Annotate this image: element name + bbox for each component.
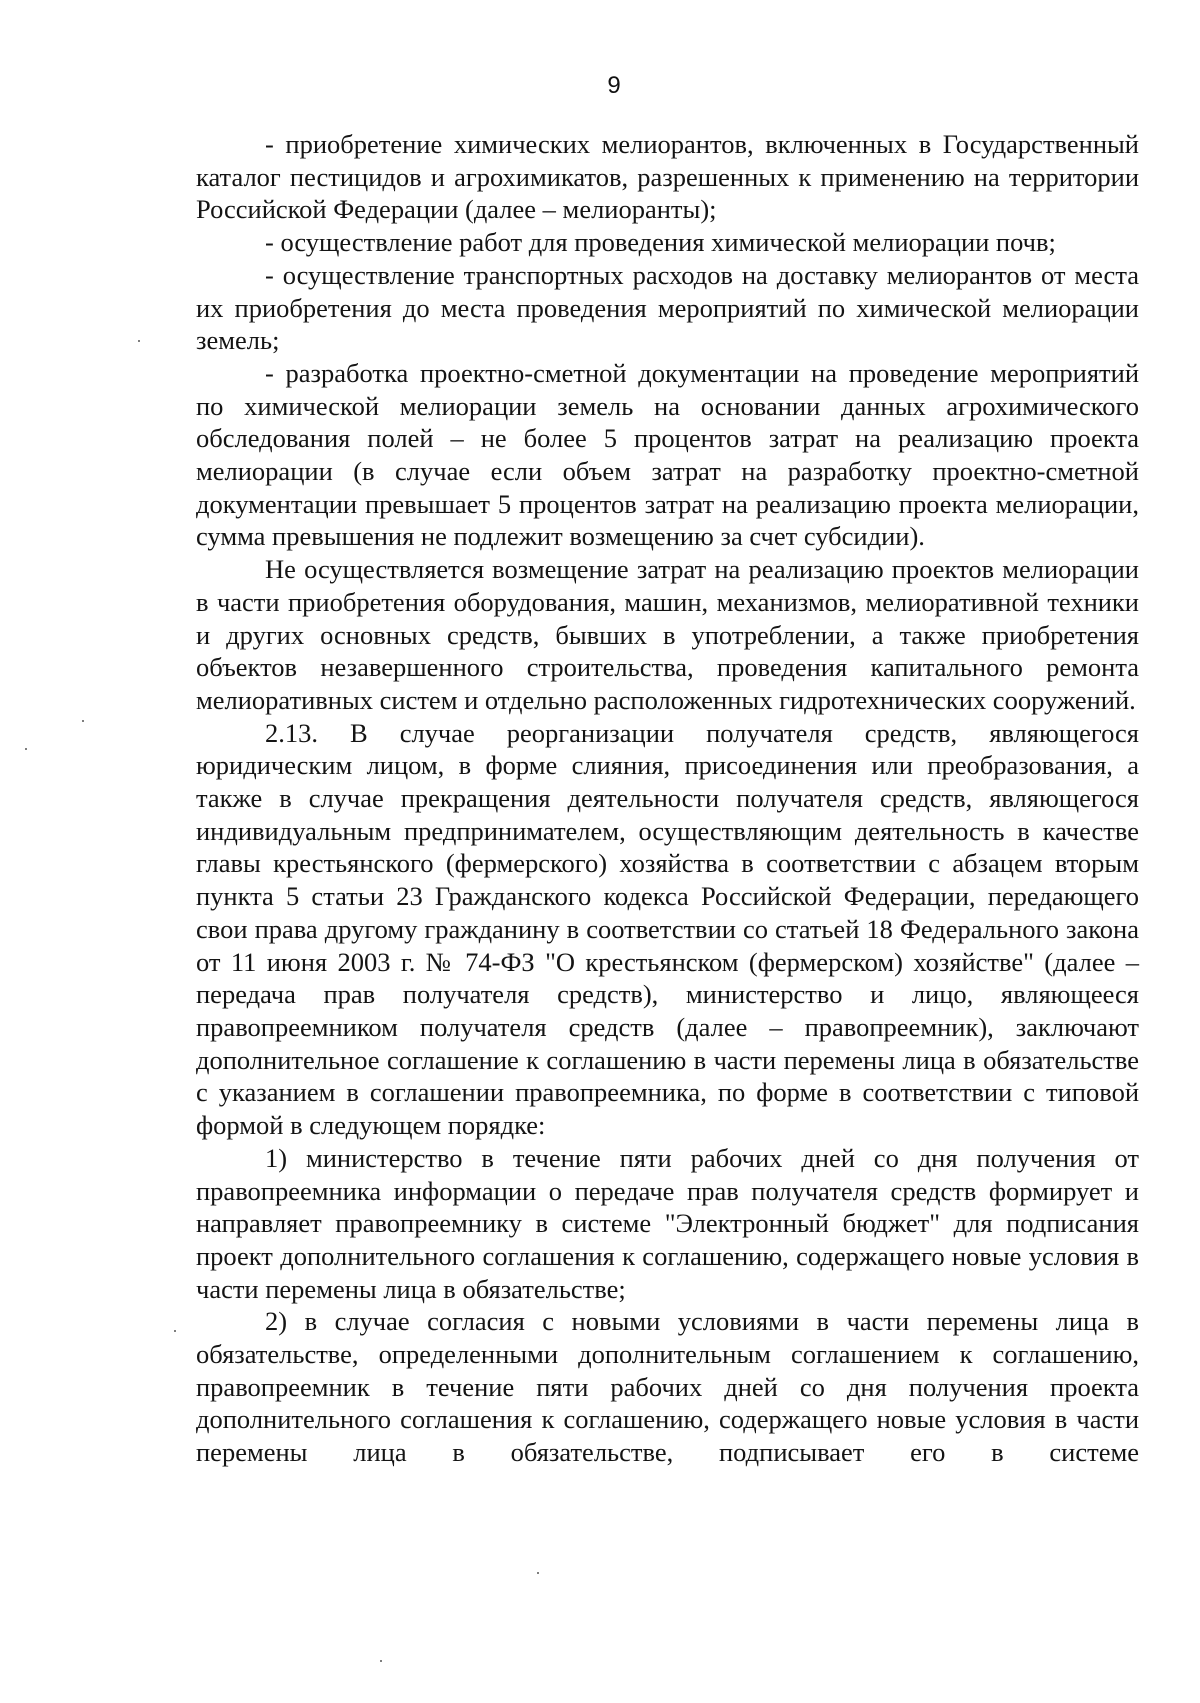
scan-speck bbox=[82, 720, 84, 722]
paragraph-list-item-documentation: - разработка проектно-сметной документации на проведение мероприятий по химической мелиорации земель на основании данных агрохимического обследования полей – не более 5 процентов затрат на реализацию проекта мелиорации (в случае если объем затрат на разработку проектно-сметной документации превышает 5 процентов затрат на реализацию проекта мелиорации, сумма превышения не подлежит возмещению за счет субсидии). bbox=[196, 357, 1139, 552]
scan-speck bbox=[537, 1572, 539, 1574]
scan-speck bbox=[138, 340, 140, 342]
paragraph-exclusions: Не осуществляется возмещение затрат на реализацию проектов мелиорации в части приобретения оборудования, машин, механизмов, мелиоративной техники и других основных средств, бывших в употреблении, а также приобретения объектов незавершенного строительства, проведения капитального ремонта мелиоративных систем и отдельно расположенных гидротехнических сооружений. bbox=[196, 554, 1139, 715]
paragraph-list-item-meliorants: - приобретение химических мелиорантов, включенных в Государственный каталог пестицидов и агрохимикатов, разрешенных к применению на территории Российской Федерации (далее – мелиоранты); bbox=[196, 129, 1139, 225]
page-number: 9 bbox=[607, 72, 621, 99]
document-body bbox=[196, 128, 1139, 1469]
paragraph-list-item-works: - осуществление работ для проведения химической мелиорации почв; bbox=[265, 227, 1056, 258]
scan-speck bbox=[380, 1660, 382, 1662]
paragraph-section-2-13: 2.13. В случае реорганизации получателя средств, являющегося юридическим лицом, в форме слияния, присоединения или преобразования, а также в случае прекращения деятельности получателя средств, являющегося индивидуальным предпринимателем, осуществляющим деятельность в качестве главы крестьянского (фермерского) хозяйства в соответствии с абзацем вторым пункта 5 статьи 23 Гражданского кодекса Российской Федерации, передающего свои права другому гражданину в соответствии со статьей 18 Федерального закона от 11 июня 2003 г. № 74-ФЗ "О крестьянском (фермерском) хозяйстве" (далее – передача прав получателя средств), министерство и лицо, являющееся правопреемником получателя средств (далее – правопреемник), заключают дополнительное соглашение к соглашению в части перемены лица в обязательстве с указанием в соглашении правопреемника, по форме в соответствии с типовой формой в следующем порядке: bbox=[196, 717, 1139, 1141]
scan-speck bbox=[25, 748, 27, 750]
paragraph-step-2: 2) в случае согласия с новыми условиями в части перемены лица в обязательстве, определенными дополнительным соглашением к соглашению, правопреемник в течение пяти рабочих дней со дня получения проекта дополнительного соглашения к соглашению, содержащего новые условия в части перемены лица в обязательстве, подписывает его в системе bbox=[196, 1306, 1139, 1468]
paragraph-list-item-transport: - осуществление транспортных расходов на доставку мелиорантов от места их приобретения до места проведения мероприятий по химической мелиорации земель; bbox=[196, 259, 1139, 356]
paragraph-step-1: 1) министерство в течение пяти рабочих дней со дня получения от правопреемника информации о передаче прав получателя средств формирует и направляет правопреемнику в системе "Электронный бюджет" для подписания проект дополнительного соглашения к соглашению, содержащего новые условия в части перемены лица в обязательстве; bbox=[196, 1142, 1139, 1304]
scan-speck bbox=[174, 1330, 176, 1332]
